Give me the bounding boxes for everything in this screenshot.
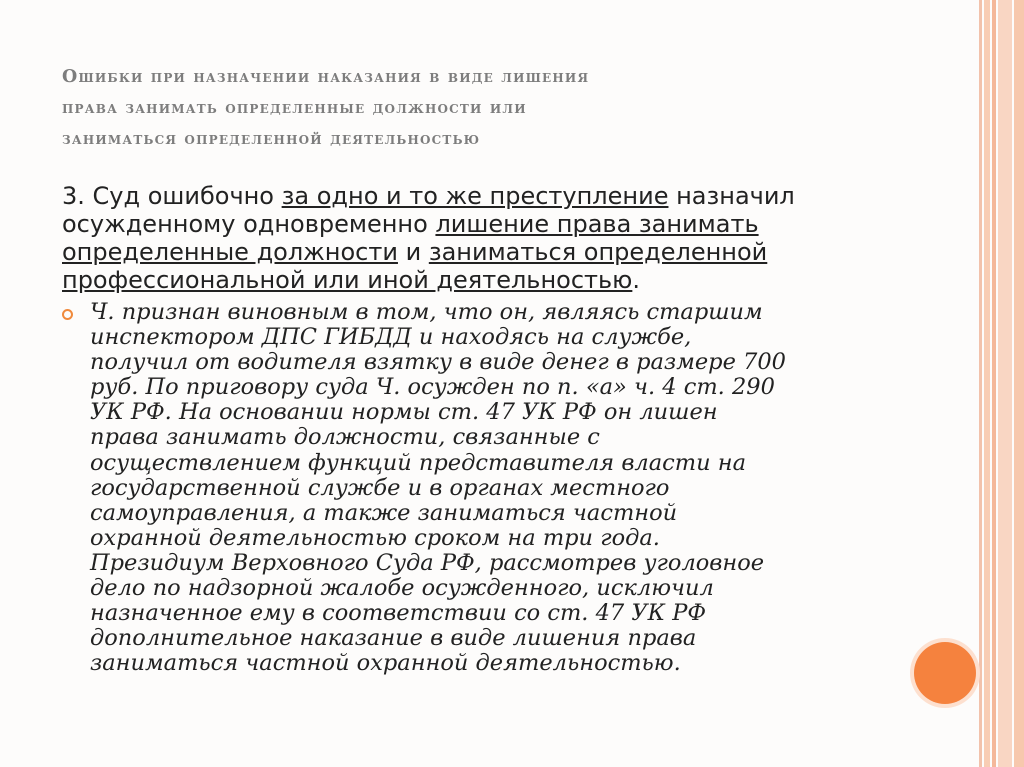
intro-text: 3. Суд ошибочно (62, 182, 282, 210)
underlined-phrase: заниматься определенной профессиональной или иной деятельностью (62, 238, 768, 294)
stripe (992, 0, 996, 767)
stripe (1014, 0, 1024, 767)
intro-text: . (632, 266, 640, 294)
stripe (979, 0, 982, 767)
bullet-text: Ч. признан виновным в том, что он, являясь старшим инспектором ДПС ГИБДД и находясь на службе, получил от водителя взятку в виде денег в размере 700 руб. По приговору суда Ч. осужден по п. «а» ч. 4 ст. 290 УК РФ. На основании нормы ст. 47 УК РФ он лишен права занимать должности, связанные с осуществлением функций представителя власти на государственной службе и в органах местного самоуправления, а также заниматься частной охранной деятельностью сроком на три года. Президиум Верховного Суда РФ, рассмотрев уголовное дело по надзорной жалобе осужденного, исключил назначенное ему в соответствии со ст. 47 УК РФ дополнительное наказание в виде лишения права заниматься частной охранной деятельностью. (90, 299, 786, 677)
intro-text: и (397, 238, 429, 266)
slide-title (62, 62, 922, 155)
stripe (984, 0, 990, 767)
decorative-stripes (979, 0, 1024, 767)
underlined-phrase: лишение права занимать определенные должности (62, 210, 759, 266)
underlined-phrase: за одно и то же преступление (281, 182, 669, 210)
title-line: права занимать определенные должности или (62, 98, 527, 118)
bullet-ring-icon (62, 309, 73, 320)
title-line: Ошибки при назначении наказания в виде лишения (62, 67, 590, 87)
intro-paragraph (62, 182, 862, 294)
stripe (998, 0, 1012, 767)
orange-circle-icon (914, 642, 976, 704)
title-line: заниматься определенной деятельностью (62, 129, 481, 149)
intro-text: назначил осужденному одновременно (62, 182, 795, 238)
